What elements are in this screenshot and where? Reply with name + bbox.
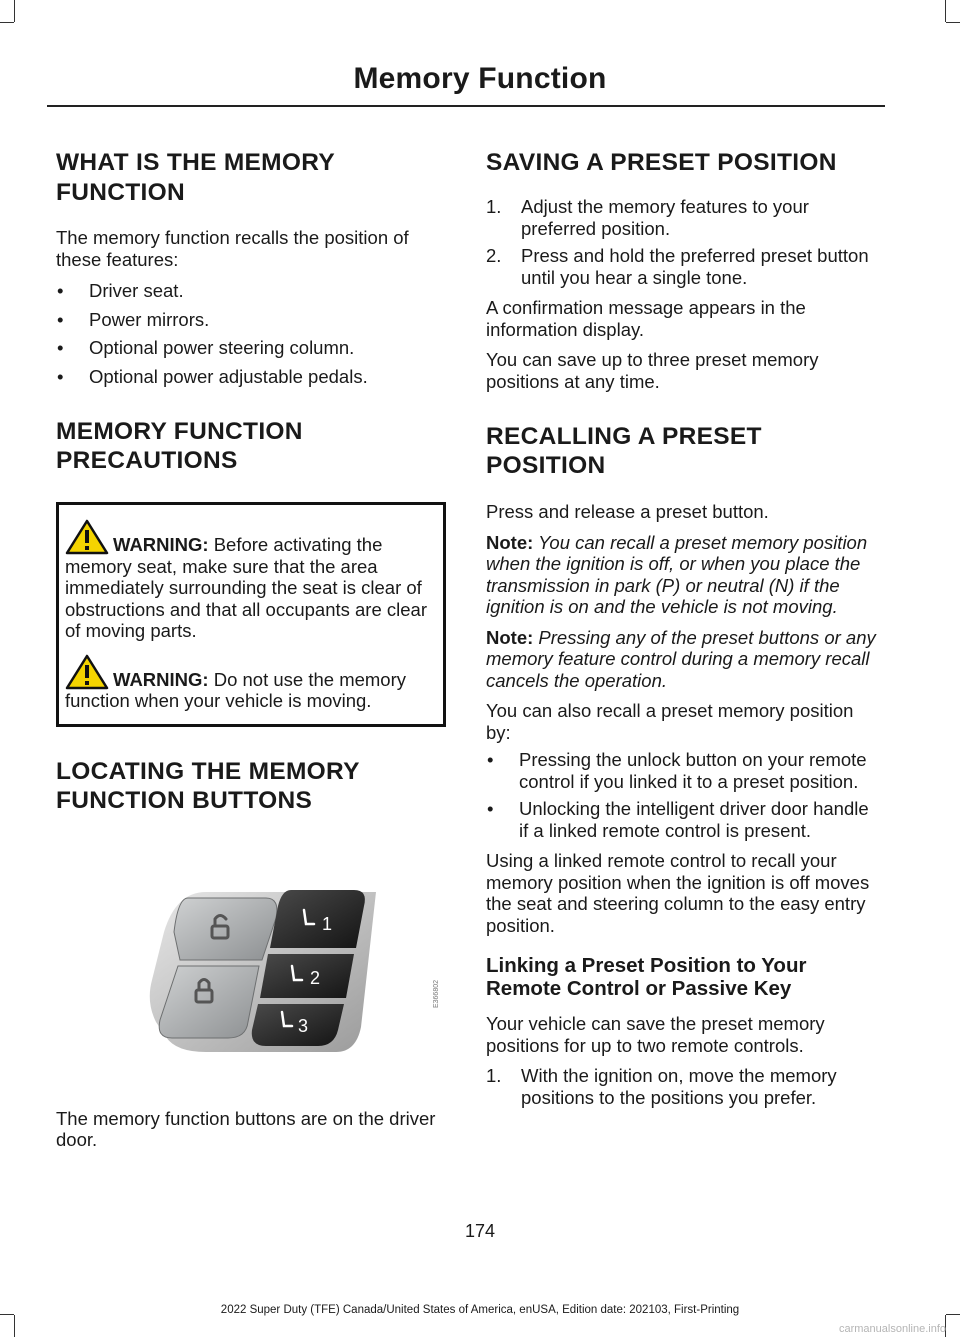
crop-mark xyxy=(946,22,960,23)
crop-mark xyxy=(14,1315,15,1337)
crop-mark xyxy=(945,0,946,22)
crop-mark xyxy=(0,22,14,23)
heading-line: FUNCTION BUTTONS xyxy=(56,786,313,814)
list-item-text: Unlocking the intelligent driver door handle if a linked remote control is present. xyxy=(519,798,869,841)
page-number: 174 xyxy=(464,1221,496,1241)
list-item xyxy=(486,245,881,288)
note-label: Note: xyxy=(486,531,534,553)
heading-line: MEMORY FUNCTION xyxy=(56,418,303,445)
features-list xyxy=(56,280,446,387)
button-label-2: 2 xyxy=(310,967,321,988)
button-label-1: 1 xyxy=(322,913,333,934)
list-item-text: Power mirrors. xyxy=(89,308,210,330)
section-heading-saving: SAVING A PRESET POSITION xyxy=(486,149,837,176)
list-item-text: Optional power steering column. xyxy=(89,337,355,358)
warning-text: Do not use the memory function when your vehicle is moving. xyxy=(65,668,406,711)
list-item xyxy=(486,196,881,239)
intro-paragraph: The memory function recalls the position of these features: xyxy=(56,227,409,270)
step-text: Adjust the memory features to your preferred position. xyxy=(521,196,809,239)
right-column xyxy=(486,148,881,1108)
list-item-text: Optional power adjustable pedals. xyxy=(89,365,368,387)
list-item xyxy=(486,1065,881,1108)
list-item: • Power mirrors. xyxy=(57,308,210,330)
section-heading-recalling xyxy=(486,422,881,480)
list-item: • Optional power steering column. xyxy=(57,337,355,358)
note-label: Note: xyxy=(486,626,534,648)
step-number: 1. xyxy=(486,196,502,217)
note-text: Pressing any of the preset buttons or any memory feature control during a memory recall cancels the operation. xyxy=(486,626,876,691)
memory-buttons-figure xyxy=(56,862,446,1102)
figure-caption: The memory function buttons are on the driver door. xyxy=(56,1107,436,1150)
list-item-text: Pressing the unlock button on your remote control if you linked it to a preset position. xyxy=(519,749,867,792)
recall-methods-list xyxy=(486,749,881,841)
warning-text: Before activating the memory seat, make sure that the area immediately surrounding the seat is clear of obstructions and that all occupants are clear of moving parts. xyxy=(65,534,427,641)
figure-code: E366802 xyxy=(433,979,440,1008)
header-rule xyxy=(47,105,885,107)
paragraph: You can also recall a preset memory position by: xyxy=(486,700,854,743)
list-item: • Driver seat. xyxy=(57,280,184,301)
warning-triangle-icon xyxy=(65,519,109,555)
crop-mark xyxy=(14,0,15,22)
paragraph: You can save up to three preset memory positions at any time. xyxy=(486,349,819,392)
paragraph: Using a linked remote control to recall your memory position when the ignition is off moves the seat and steering column to the easy entry position. xyxy=(486,850,870,936)
saving-steps xyxy=(486,196,881,288)
section-heading-what-is xyxy=(56,148,446,207)
note-paragraph xyxy=(486,627,881,692)
section-heading-locating xyxy=(56,757,446,815)
warning-paragraph xyxy=(65,654,435,712)
warning-label: WARNING: xyxy=(113,668,209,690)
note-paragraph xyxy=(486,532,881,618)
heading-line: LOCATING THE MEMORY xyxy=(56,757,360,785)
heading-line: RECALLING A PRESET xyxy=(486,423,762,450)
subsection-heading-linking: Linking a Preset Position to Your Remote Control or Passive Key xyxy=(486,954,807,1000)
note-text: You can recall a preset memory position when the ignition is off, or when you place the transmission in park (P) or neutral (N) if the ignition is on and the vehicle is not moving. xyxy=(486,531,868,617)
list-item: • Optional power adjustable pedals. xyxy=(57,365,368,387)
list-item: • Pressing the unlock button on your remote control if you linked it to a preset position. xyxy=(487,749,867,792)
watermark: carmanualsonline.info xyxy=(838,1323,946,1335)
footer-edition-text: 2022 Super Duty (TFE) Canada/United States of America, enUSA, Edition date: 202103, First-Printing xyxy=(220,1304,740,1316)
warning-label: WARNING: xyxy=(113,534,209,555)
heading-line: POSITION xyxy=(486,452,606,479)
paragraph: A confirmation message appears in the information display. xyxy=(486,297,806,340)
list-item-text: Driver seat. xyxy=(89,280,184,301)
step-text: Press and hold the preferred preset button until you hear a single tone. xyxy=(521,245,869,288)
heading-line: WHAT IS THE MEMORY xyxy=(56,149,335,176)
left-column xyxy=(56,148,446,1151)
button-label-3: 3 xyxy=(298,1015,309,1036)
heading-line: FUNCTION xyxy=(56,179,185,206)
list-item: • Unlocking the intelligent driver door handle if a linked remote control is present. xyxy=(487,798,869,841)
page-title: Memory Function xyxy=(353,62,607,95)
memory-switch-illustration xyxy=(56,862,446,1102)
warning-paragraph xyxy=(65,519,435,642)
step-number: 2. xyxy=(486,245,502,266)
warning-box xyxy=(56,502,446,727)
linking-steps xyxy=(486,1065,881,1108)
heading-line: PRECAUTIONS xyxy=(56,447,238,474)
paragraph: Press and release a preset button. xyxy=(486,501,769,522)
step-text: With the ignition on, move the memory positions to the positions you prefer. xyxy=(521,1065,837,1108)
warning-triangle-icon xyxy=(65,654,109,690)
paragraph: Your vehicle can save the preset memory positions for up to two remote controls. xyxy=(486,1013,825,1056)
step-number: 1. xyxy=(486,1065,502,1086)
section-heading-precautions xyxy=(56,417,446,475)
